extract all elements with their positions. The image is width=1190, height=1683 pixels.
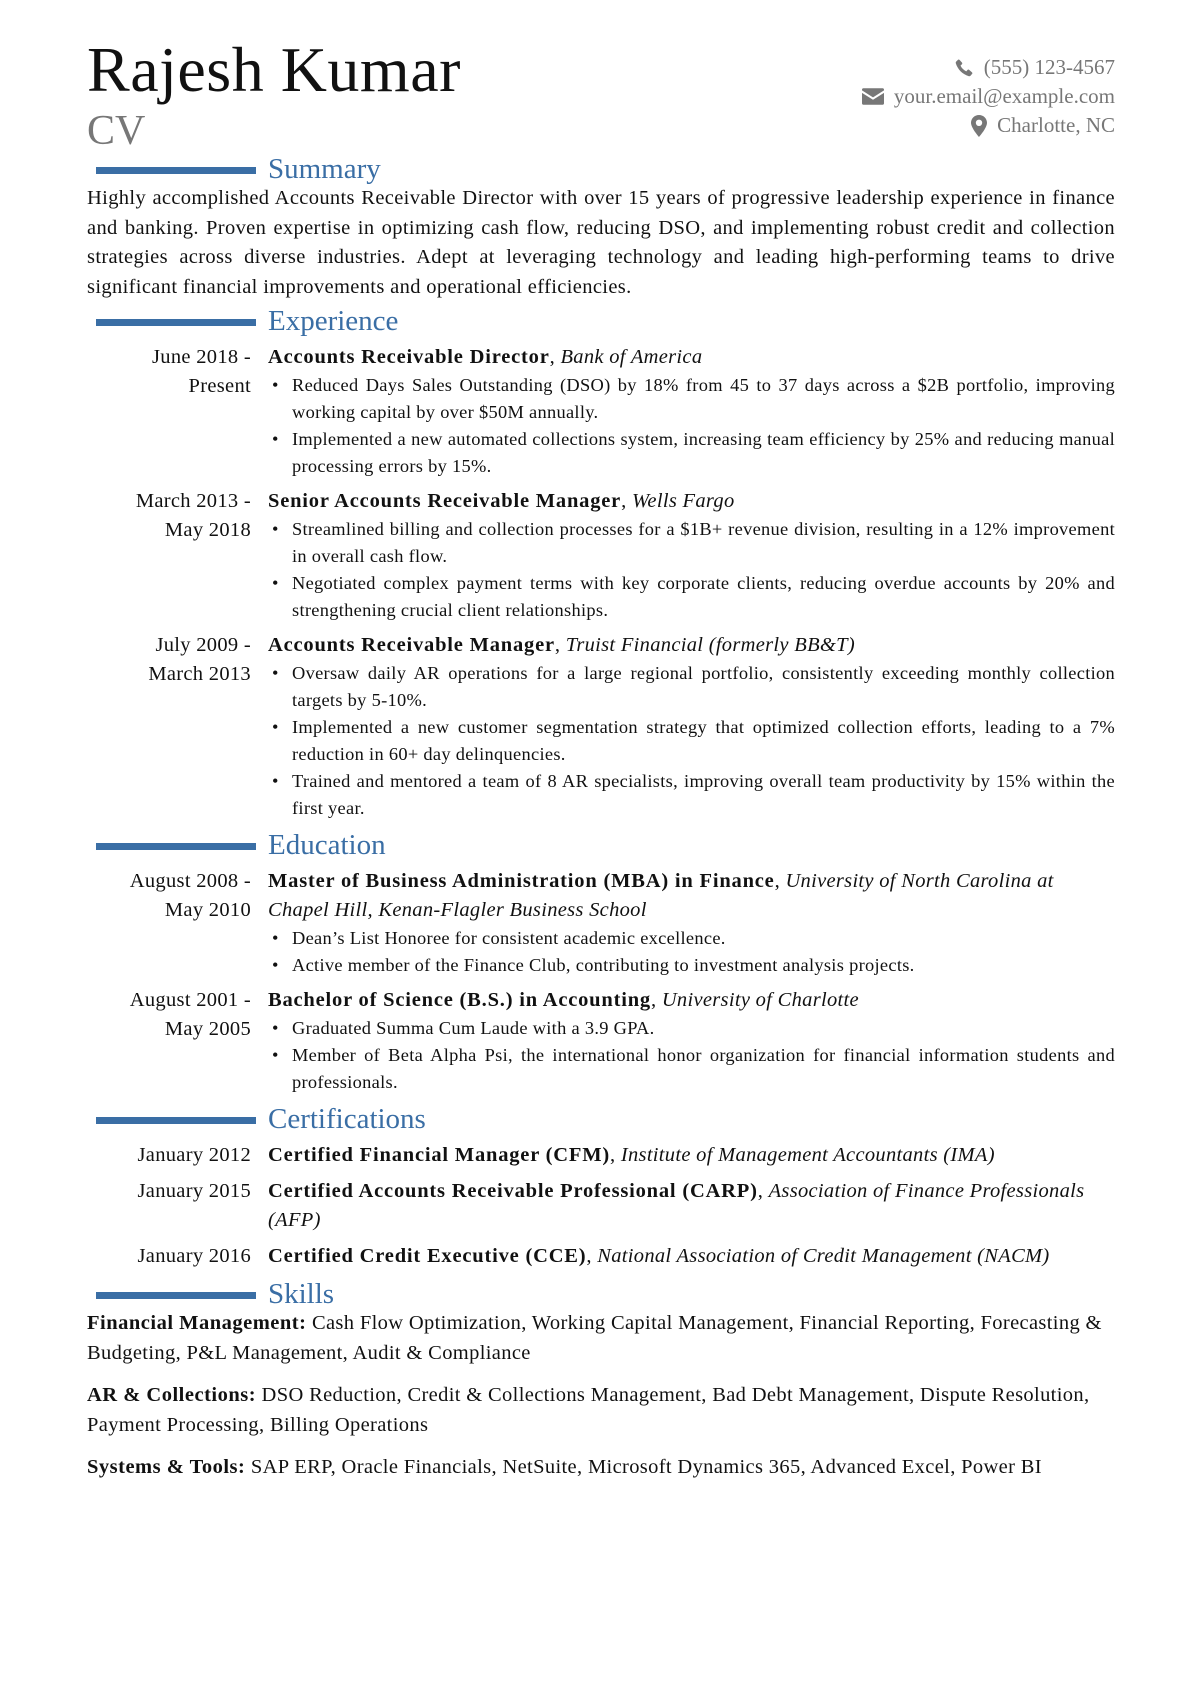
- entry-body: [268, 986, 1115, 1096]
- cv-page: [87, 0, 1115, 1496]
- contact-email: [862, 82, 1115, 111]
- entry-organization: Truist Financial (formerly BB&T): [565, 634, 855, 656]
- entry-date: January 2012: [137, 1144, 251, 1166]
- section-heading-experience: [96, 302, 1115, 336]
- entry-title: Bachelor of Science (B.S.) in Accounting: [268, 989, 651, 1011]
- section-heading-certifications: [96, 1100, 1115, 1134]
- bullet-item: • Dean’s List Honoree for consistent academic excellence.: [268, 925, 1115, 952]
- bullet-item: • Oversaw daily AR operations for a large regional portfolio, consistently exceeding monthly collection targets by 5-10%.: [268, 660, 1115, 714]
- section-bar: [96, 319, 256, 326]
- skill-list: SAP ERP, Oracle Financials, NetSuite, Microsoft Dynamics 365, Advanced Excel, Power BI: [250, 1456, 1042, 1478]
- entry-body: [268, 487, 1115, 624]
- section-title: Education: [268, 829, 386, 861]
- section-bar: [96, 167, 256, 174]
- entry-bullets: [268, 516, 1115, 624]
- contact-phone: [862, 53, 1115, 82]
- entry-bullets: [268, 660, 1115, 822]
- skill-group: [87, 1453, 1115, 1483]
- phone-icon: [954, 58, 974, 78]
- summary-text: Highly accomplished Accounts Receivable Director with over 15 years of progressive leadership experience in finance and banking. Proven expertise in optimizing cash flow, reducing DSO, and implementing robust credit and collection strategies across diverse industries. Adept at leveraging technology and leading high-performing teams to drive significant financial improvements and operational efficiencies.: [87, 187, 1115, 298]
- skill-list: DSO Reduction, Credit & Collections Management, Bad Debt Management, Dispute Resolution, Payment Processing, Billing Operations: [87, 1384, 1090, 1436]
- entry-heading: Accounts Receivable Director, Bank of America: [268, 346, 703, 368]
- section-bar: [96, 1117, 256, 1124]
- experience-entry: [87, 631, 1115, 822]
- entry-body: [268, 1242, 1115, 1271]
- entry-heading: Senior Accounts Receivable Manager, Wells Fargo: [268, 490, 735, 512]
- skill-group: [87, 1309, 1115, 1368]
- map-marker-icon: [971, 115, 987, 137]
- section-heading-education: [96, 826, 1115, 860]
- section-title: Skills: [268, 1278, 335, 1310]
- section-heading-skills: [96, 1275, 1115, 1309]
- entry-date: January 2015: [137, 1180, 251, 1202]
- skill-group: [87, 1381, 1115, 1440]
- experience-entry: [87, 487, 1115, 624]
- section-bar: [96, 1292, 256, 1299]
- entry-date: June 2018 - Present: [152, 346, 251, 397]
- entry-body: [268, 1141, 1115, 1170]
- education-list: [87, 867, 1115, 1096]
- entry-heading: Bachelor of Science (B.S.) in Accounting, University of Charlotte: [268, 989, 859, 1011]
- entry-body: [268, 343, 1115, 480]
- bullet-item: • Trained and mentored a team of 8 AR specialists, improving overall team productivity by 15% within the first year.: [268, 768, 1115, 822]
- entry-date: August 2001 - May 2005: [129, 989, 251, 1040]
- entry-title: Certified Accounts Receivable Professional (CARP): [268, 1180, 758, 1202]
- bullet-item: • Graduated Summa Cum Laude with a 3.9 GPA.: [268, 1015, 1115, 1042]
- entry-date: March 2013 - May 2018: [135, 490, 251, 541]
- skill-category: AR & Collections:: [87, 1384, 257, 1406]
- entry-organization: University of North Carolina at Chapel Hill, Kenan-Flagler Business School: [268, 870, 1054, 921]
- phone-number: (555) 123-4567: [983, 55, 1115, 79]
- contact-location: [862, 111, 1115, 140]
- header: [87, 0, 1115, 154]
- bullet-item: • Negotiated complex payment terms with key corporate clients, reducing overdue accounts by 20% and strengthening crucial client relationships.: [268, 570, 1115, 624]
- entry-heading: Certified Financial Manager (CFM), Institute of Management Accountants (IMA): [268, 1144, 995, 1166]
- skill-category: Systems & Tools:: [87, 1456, 246, 1478]
- bullet-item: • Active member of the Finance Club, contributing to investment analysis projects.: [268, 952, 1115, 979]
- entry-organization: Association of Finance Professionals (AFP): [268, 1180, 1085, 1231]
- entry-date: August 2008 - May 2010: [129, 870, 251, 921]
- entry-heading: Certified Credit Executive (CCE), National Association of Credit Management (NACM): [268, 1245, 1050, 1267]
- entry-bullets: [268, 1015, 1115, 1096]
- entry-body: [268, 1177, 1115, 1235]
- entry-body: [268, 631, 1115, 822]
- skill-list: Cash Flow Optimization, Working Capital Management, Financial Reporting, Forecasting & Budgeting, P&L Management, Audit & Compliance: [87, 1312, 1102, 1364]
- certifications-entry: [87, 1177, 1115, 1235]
- bullet-item: • Member of Beta Alpha Psi, the international honor organization for financial information students and professionals.: [268, 1042, 1115, 1096]
- experience-list: [87, 343, 1115, 822]
- section-bar: [96, 843, 256, 850]
- envelope-icon: [862, 88, 884, 105]
- entry-organization: University of Charlotte: [661, 989, 859, 1011]
- candidate-name: Rajesh Kumar: [87, 34, 461, 105]
- bullet-item: • Streamlined billing and collection processes for a $1B+ revenue division, resulting in a 12% improvement in overall cash flow.: [268, 516, 1115, 570]
- certifications-list: [87, 1141, 1115, 1271]
- skill-category: Financial Management:: [87, 1312, 307, 1334]
- entry-bullets: [268, 925, 1115, 979]
- section-title: Summary: [268, 153, 381, 185]
- certifications-entry: [87, 1242, 1115, 1271]
- contact-info: [862, 53, 1115, 140]
- entry-organization: National Association of Credit Management (NACM): [597, 1245, 1050, 1267]
- entry-organization: Institute of Management Accountants (IMA): [620, 1144, 995, 1166]
- entry-heading: Accounts Receivable Manager, Truist Financial (formerly BB&T): [268, 634, 855, 656]
- entry-date: January 2016: [137, 1245, 251, 1267]
- bullet-item: • Implemented a new automated collections system, increasing team efficiency by 25% and reducing manual processing errors by 15%.: [268, 426, 1115, 480]
- section-title: Experience: [268, 305, 399, 337]
- entry-heading: Certified Accounts Receivable Professional (CARP), Association of Finance Professionals (AFP): [268, 1180, 1085, 1231]
- certifications-entry: [87, 1141, 1115, 1170]
- entry-organization: Bank of America: [560, 346, 703, 368]
- section-title: Certifications: [268, 1103, 426, 1135]
- entry-date: July 2009 - March 2013: [148, 634, 251, 685]
- entry-body: [268, 867, 1115, 979]
- entry-title: Senior Accounts Receivable Manager: [268, 490, 622, 512]
- bullet-item: • Implemented a new customer segmentation strategy that optimized collection efforts, leading to a 7% reduction in 60+ day delinquencies.: [268, 714, 1115, 768]
- entry-organization: Wells Fargo: [631, 490, 735, 512]
- entry-heading: Master of Business Administration (MBA) in Finance, University of North Carolina at Chapel Hill, Kenan-Flagler Business School: [268, 870, 1054, 921]
- entry-title: Master of Business Administration (MBA) in Finance: [268, 870, 775, 892]
- entry-bullets: [268, 372, 1115, 480]
- entry-title: Accounts Receivable Manager: [268, 634, 555, 656]
- section-heading-summary: [96, 150, 1115, 184]
- bullet-item: • Reduced Days Sales Outstanding (DSO) by 18% from 45 to 37 days across a $2B portfolio, improving working capital by over $50M annually.: [268, 372, 1115, 426]
- entry-title: Accounts Receivable Director: [268, 346, 550, 368]
- education-entry: [87, 986, 1115, 1096]
- document-subtitle: CV: [87, 108, 146, 154]
- experience-entry: [87, 343, 1115, 480]
- skills-list: [87, 1309, 1115, 1483]
- location: Charlotte, NC: [997, 113, 1115, 137]
- education-entry: [87, 867, 1115, 979]
- email-address[interactable]: your.email@example.com: [893, 84, 1115, 108]
- entry-title: Certified Financial Manager (CFM): [268, 1144, 610, 1166]
- entry-title: Certified Credit Executive (CCE): [268, 1245, 587, 1267]
